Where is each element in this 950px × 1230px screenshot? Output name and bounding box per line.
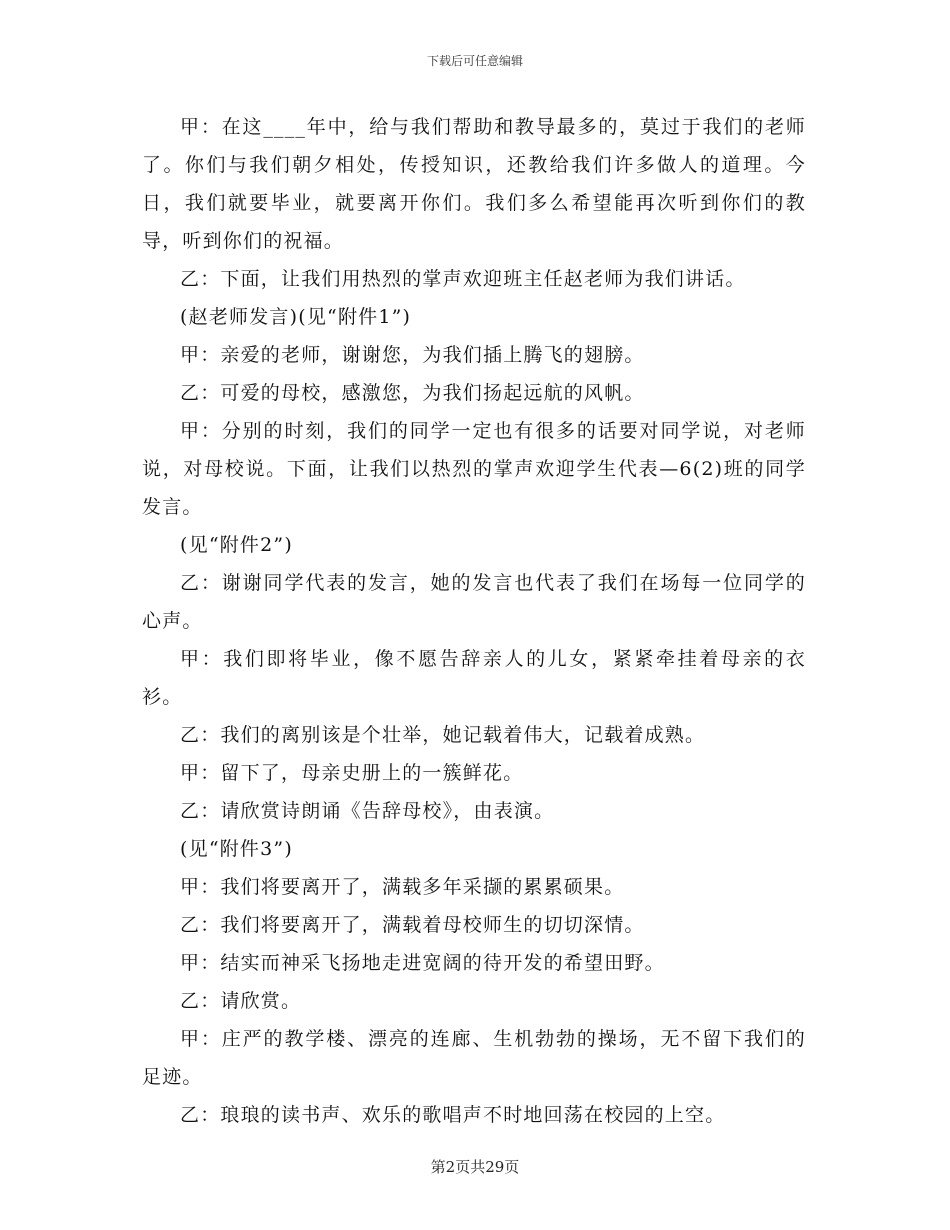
paragraph: 乙：琅琅的读书声、欢乐的歌唱声不时地回荡在校园的上空。 bbox=[180, 1104, 726, 1126]
paragraph: 甲：庄严的教学楼、漂亮的连廊、生机勃勃的操场，无不留下我们的足迹。 bbox=[142, 1028, 806, 1088]
paragraph: 甲：我们即将毕业，像不愿告辞亲人的儿女，紧紧牵挂着母亲的衣衫。 bbox=[142, 648, 806, 708]
paragraph: 乙：可爱的母校，感激您，为我们扬起远航的风帆。 bbox=[180, 382, 645, 404]
paragraph: 乙：我们的离别该是个壮举，她记载着伟大，记载着成熟。 bbox=[180, 724, 706, 746]
paragraph: (见“附件2”) bbox=[180, 534, 293, 556]
paragraph: 乙：下面，让我们用热烈的掌声欢迎班主任赵老师为我们讲话。 bbox=[180, 268, 746, 290]
document-body bbox=[142, 108, 806, 1134]
paragraph: (赵老师发言)(见“附件1”) bbox=[180, 306, 412, 328]
paragraph: 甲：我们将要离开了，满载多年采撷的累累硕果。 bbox=[180, 876, 625, 898]
paragraph: 甲：亲爱的老师，谢谢您，为我们插上腾飞的翅膀。 bbox=[180, 344, 645, 366]
paragraph: 甲：分别的时刻，我们的同学一定也有很多的话要对同学说，对老师说，对母校说。下面，让我们以热烈的掌声欢迎学生代表—6(2)班的同学发言。 bbox=[142, 420, 806, 518]
paragraph: 甲：留下了，母亲史册上的一簇鲜花。 bbox=[180, 762, 524, 784]
page-number: 第2页共29页 bbox=[430, 1158, 520, 1176]
paragraph: (见“附件3”) bbox=[180, 838, 293, 860]
paragraph: 乙：我们将要离开了，满载着母校师生的切切深情。 bbox=[180, 914, 645, 936]
page-header: 下载后可任意编辑 bbox=[426, 54, 523, 68]
paragraph: 甲：结实而神采飞扬地走进宽阔的待开发的希望田野。 bbox=[180, 952, 665, 974]
paragraph: 甲：在这____年中，给与我们帮助和教导最多的，莫过于我们的老师了。你们与我们朝夕相处，传授知识，还教给我们许多做人的道理。今日，我们就要毕业，就要离开你们。我们多么希望能再次听到你们的教导，听到你们的祝福。 bbox=[142, 116, 806, 252]
paragraph: 乙：请欣赏。 bbox=[180, 990, 302, 1012]
paragraph: 乙：谢谢同学代表的发言，她的发言也代表了我们在场每一位同学的心声。 bbox=[142, 572, 806, 632]
paragraph: 乙：请欣赏诗朗诵《告辞母校》，由表演。 bbox=[180, 800, 555, 822]
